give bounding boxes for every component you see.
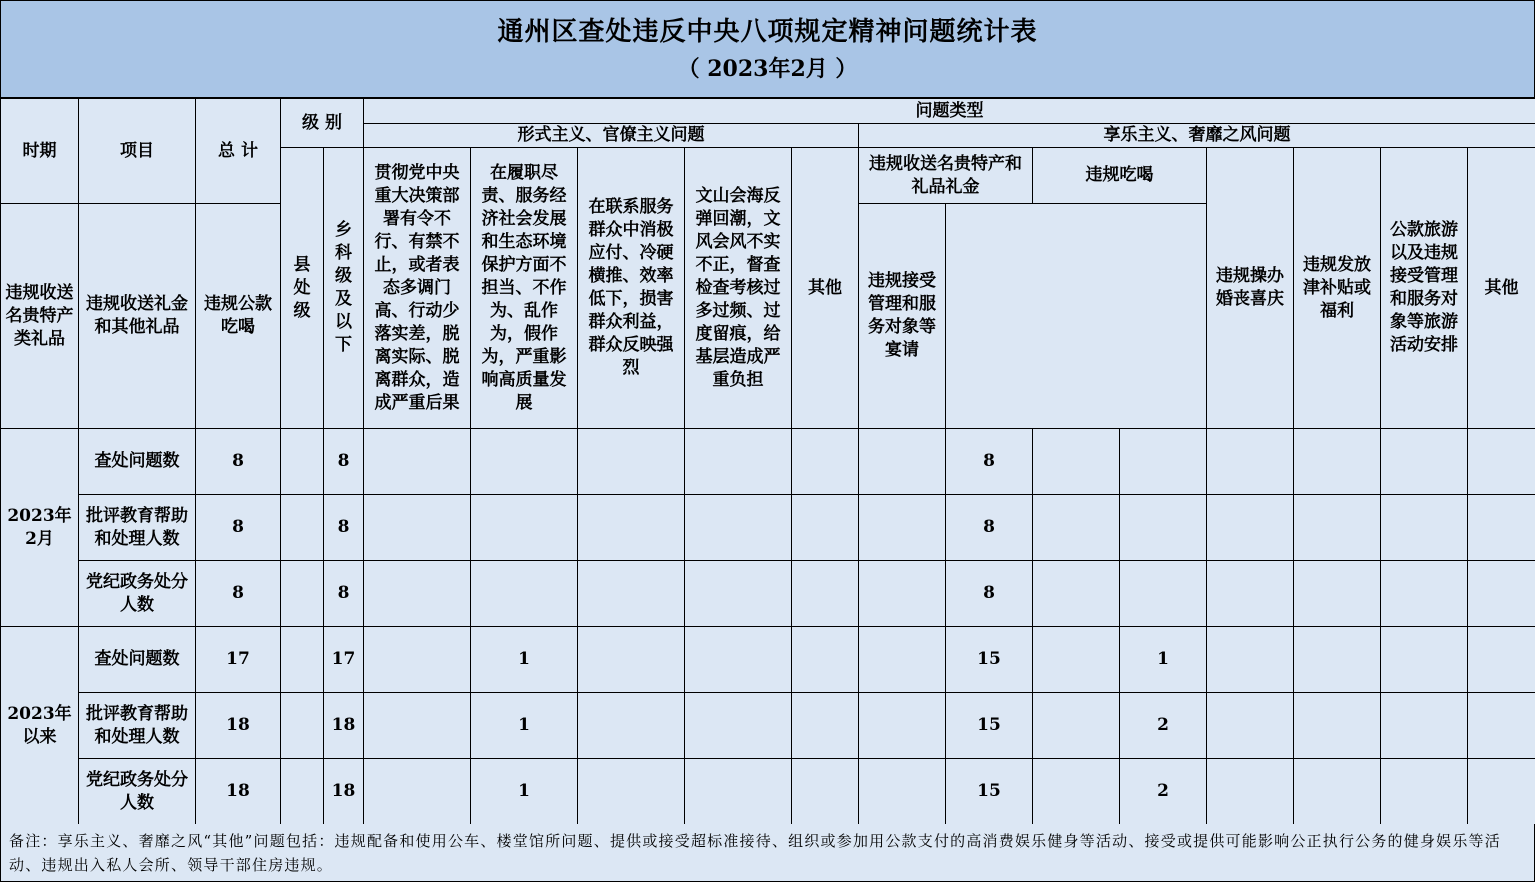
total-cell: 18 [196, 759, 281, 825]
county-cell [281, 561, 324, 627]
dining1-cell [1033, 693, 1120, 759]
header-formalism-duty: 在履职尽责、服务经济社会发展和生态环境保护方面不担当、不作为、乱作为，假作为，严重影响高质量发展 [471, 148, 578, 429]
f1-cell [364, 429, 471, 495]
gift1-cell [859, 429, 946, 495]
township-cell: 8 [324, 495, 364, 561]
gift2-cell: 8 [946, 561, 1033, 627]
table-row [1, 429, 1535, 495]
f4-cell [685, 495, 792, 561]
gift1-cell [859, 693, 946, 759]
travel-cell [1381, 429, 1468, 495]
header-gift-group: 违规收送名贵特产和礼品礼金 [859, 148, 1033, 204]
allowance-cell [1294, 693, 1381, 759]
f4-cell [685, 627, 792, 693]
f5-cell [792, 495, 859, 561]
f1-cell [364, 561, 471, 627]
title-banner [0, 0, 1535, 98]
county-cell [281, 429, 324, 495]
header-formalism-meetings: 文山会海反弹回潮，文风会风不实不正，督查检查考核过多过频、过度留痕，给基层造成严重负担 [685, 148, 792, 429]
page-subtitle: （ 2023年2月 ） [677, 56, 858, 82]
header-total: 总 计 [196, 99, 281, 204]
dining2-cell: 2 [1120, 759, 1207, 825]
gift2-cell: 8 [946, 429, 1033, 495]
travel-cell [1381, 693, 1468, 759]
f5-cell [792, 561, 859, 627]
township-cell: 18 [324, 693, 364, 759]
f1-cell [364, 495, 471, 561]
f5-cell [792, 627, 859, 693]
table-row [1, 627, 1535, 693]
wedding-cell [1207, 561, 1294, 627]
f2-cell [471, 429, 578, 495]
gift2-cell: 8 [946, 495, 1033, 561]
gift1-cell [859, 561, 946, 627]
header-gift-money: 违规收送礼金和其他礼品 [79, 204, 196, 429]
dining1-cell [1033, 627, 1120, 693]
header-formalism-decision: 贯彻党中央重大决策部署有令不行、有禁不止，或者表态多调门高、行动少落实差，脱离实际、脱离群众，造成严重后果 [364, 148, 471, 429]
travel-cell [1381, 759, 1468, 825]
township-cell: 8 [324, 429, 364, 495]
f5-cell [792, 693, 859, 759]
statistics-table [0, 98, 1535, 825]
header-dining-group: 违规吃喝 [1033, 148, 1207, 204]
total-cell: 8 [196, 495, 281, 561]
allowance-cell [1294, 627, 1381, 693]
f2-cell [471, 561, 578, 627]
header-travel: 公款旅游以及违规接受管理和服务对象等旅游活动安排 [1381, 148, 1468, 429]
header-problem-type: 问题类型 [364, 99, 1535, 124]
f4-cell [685, 429, 792, 495]
header-allowance: 违规发放津补贴或福利 [1294, 148, 1381, 429]
dining2-cell: 1 [1120, 627, 1207, 693]
dining2-cell [1120, 561, 1207, 627]
table-row [1, 693, 1535, 759]
county-cell [281, 693, 324, 759]
f3-cell [578, 627, 685, 693]
travel-cell [1381, 495, 1468, 561]
f2-cell: 1 [471, 759, 578, 825]
f3-cell [578, 693, 685, 759]
wedding-cell [1207, 759, 1294, 825]
item-cell: 批评教育帮助和处理人数 [79, 693, 196, 759]
header-gift-specialty: 违规收送名贵特产类礼品 [1, 204, 79, 429]
table-row [1, 561, 1535, 627]
dining1-cell [1033, 495, 1120, 561]
header-hedonism-other: 其他 [1468, 148, 1535, 429]
other-cell [1468, 627, 1535, 693]
item-cell: 党纪政务处分人数 [79, 561, 196, 627]
f1-cell [364, 759, 471, 825]
other-cell [1468, 429, 1535, 495]
dining1-cell [1033, 429, 1120, 495]
allowance-cell [1294, 759, 1381, 825]
allowance-cell [1294, 561, 1381, 627]
f3-cell [578, 495, 685, 561]
total-cell: 8 [196, 429, 281, 495]
gift2-cell: 15 [946, 759, 1033, 825]
f2-cell [471, 495, 578, 561]
f3-cell [578, 759, 685, 825]
gift1-cell [859, 495, 946, 561]
header-hedonism: 享乐主义、奢靡之风问题 [859, 124, 1535, 148]
dining1-cell [1033, 561, 1120, 627]
county-cell [281, 627, 324, 693]
f2-cell: 1 [471, 693, 578, 759]
item-cell: 查处问题数 [79, 429, 196, 495]
gift2-cell: 15 [946, 693, 1033, 759]
gift2-cell: 15 [946, 627, 1033, 693]
total-cell: 17 [196, 627, 281, 693]
header-county-level: 县处级 [281, 148, 324, 429]
county-cell [281, 759, 324, 825]
dining2-cell: 2 [1120, 693, 1207, 759]
other-cell [1468, 693, 1535, 759]
item-cell: 党纪政务处分人数 [79, 759, 196, 825]
header-dining-public: 违规公款吃喝 [196, 204, 281, 429]
other-cell [1468, 495, 1535, 561]
county-cell [281, 495, 324, 561]
allowance-cell [1294, 429, 1381, 495]
table-row [1, 495, 1535, 561]
header-period: 时期 [1, 99, 79, 204]
travel-cell [1381, 627, 1468, 693]
header-dining-banquet: 违规接受管理和服务对象等宴请 [859, 204, 946, 429]
travel-cell [1381, 561, 1468, 627]
page-title: 通州区查处违反中央八项规定精神问题统计表 [497, 17, 1038, 47]
f1-cell [364, 627, 471, 693]
f2-cell: 1 [471, 627, 578, 693]
header-township-level: 乡科级及以下 [324, 148, 364, 429]
f4-cell [685, 693, 792, 759]
township-cell: 18 [324, 759, 364, 825]
dining2-cell [1120, 429, 1207, 495]
allowance-cell [1294, 495, 1381, 561]
f3-cell [578, 561, 685, 627]
wedding-cell [1207, 693, 1294, 759]
header-level: 级 别 [281, 99, 364, 148]
period-cell: 2023年 以来 [1, 627, 79, 825]
other-cell [1468, 561, 1535, 627]
item-cell: 批评教育帮助和处理人数 [79, 495, 196, 561]
table-row [1, 759, 1535, 825]
period-cell: 2023年 2月 [1, 429, 79, 627]
wedding-cell [1207, 429, 1294, 495]
f5-cell [792, 759, 859, 825]
total-cell: 18 [196, 693, 281, 759]
f4-cell [685, 759, 792, 825]
dining1-cell [1033, 759, 1120, 825]
gift1-cell [859, 627, 946, 693]
total-cell: 8 [196, 561, 281, 627]
footnote: 备注：享乐主义、奢靡之风“其他”问题包括：违规配备和使用公车、楼堂馆所问题、提供或接受超标准接待、组织或参加用公款支付的高消费娱乐健身等活动、接受或提供可能影响公正执行公务的健身娱乐等活动、违规出入私人会所、领导干部住房违规。 [0, 824, 1535, 882]
f5-cell [792, 429, 859, 495]
f1-cell [364, 693, 471, 759]
header-formalism: 形式主义、官僚主义问题 [364, 124, 859, 148]
gift1-cell [859, 759, 946, 825]
f3-cell [578, 429, 685, 495]
township-cell: 8 [324, 561, 364, 627]
dining2-cell [1120, 495, 1207, 561]
f4-cell [685, 561, 792, 627]
header-wedding: 违规操办婚丧喜庆 [1207, 148, 1294, 429]
township-cell: 17 [324, 627, 364, 693]
wedding-cell [1207, 495, 1294, 561]
other-cell [1468, 759, 1535, 825]
header-formalism-other: 其他 [792, 148, 859, 429]
header-item: 项目 [79, 99, 196, 204]
item-cell: 查处问题数 [79, 627, 196, 693]
wedding-cell [1207, 627, 1294, 693]
header-formalism-service: 在联系服务群众中消极应付、冷硬横推、效率低下，损害群众利益，群众反映强烈 [578, 148, 685, 429]
